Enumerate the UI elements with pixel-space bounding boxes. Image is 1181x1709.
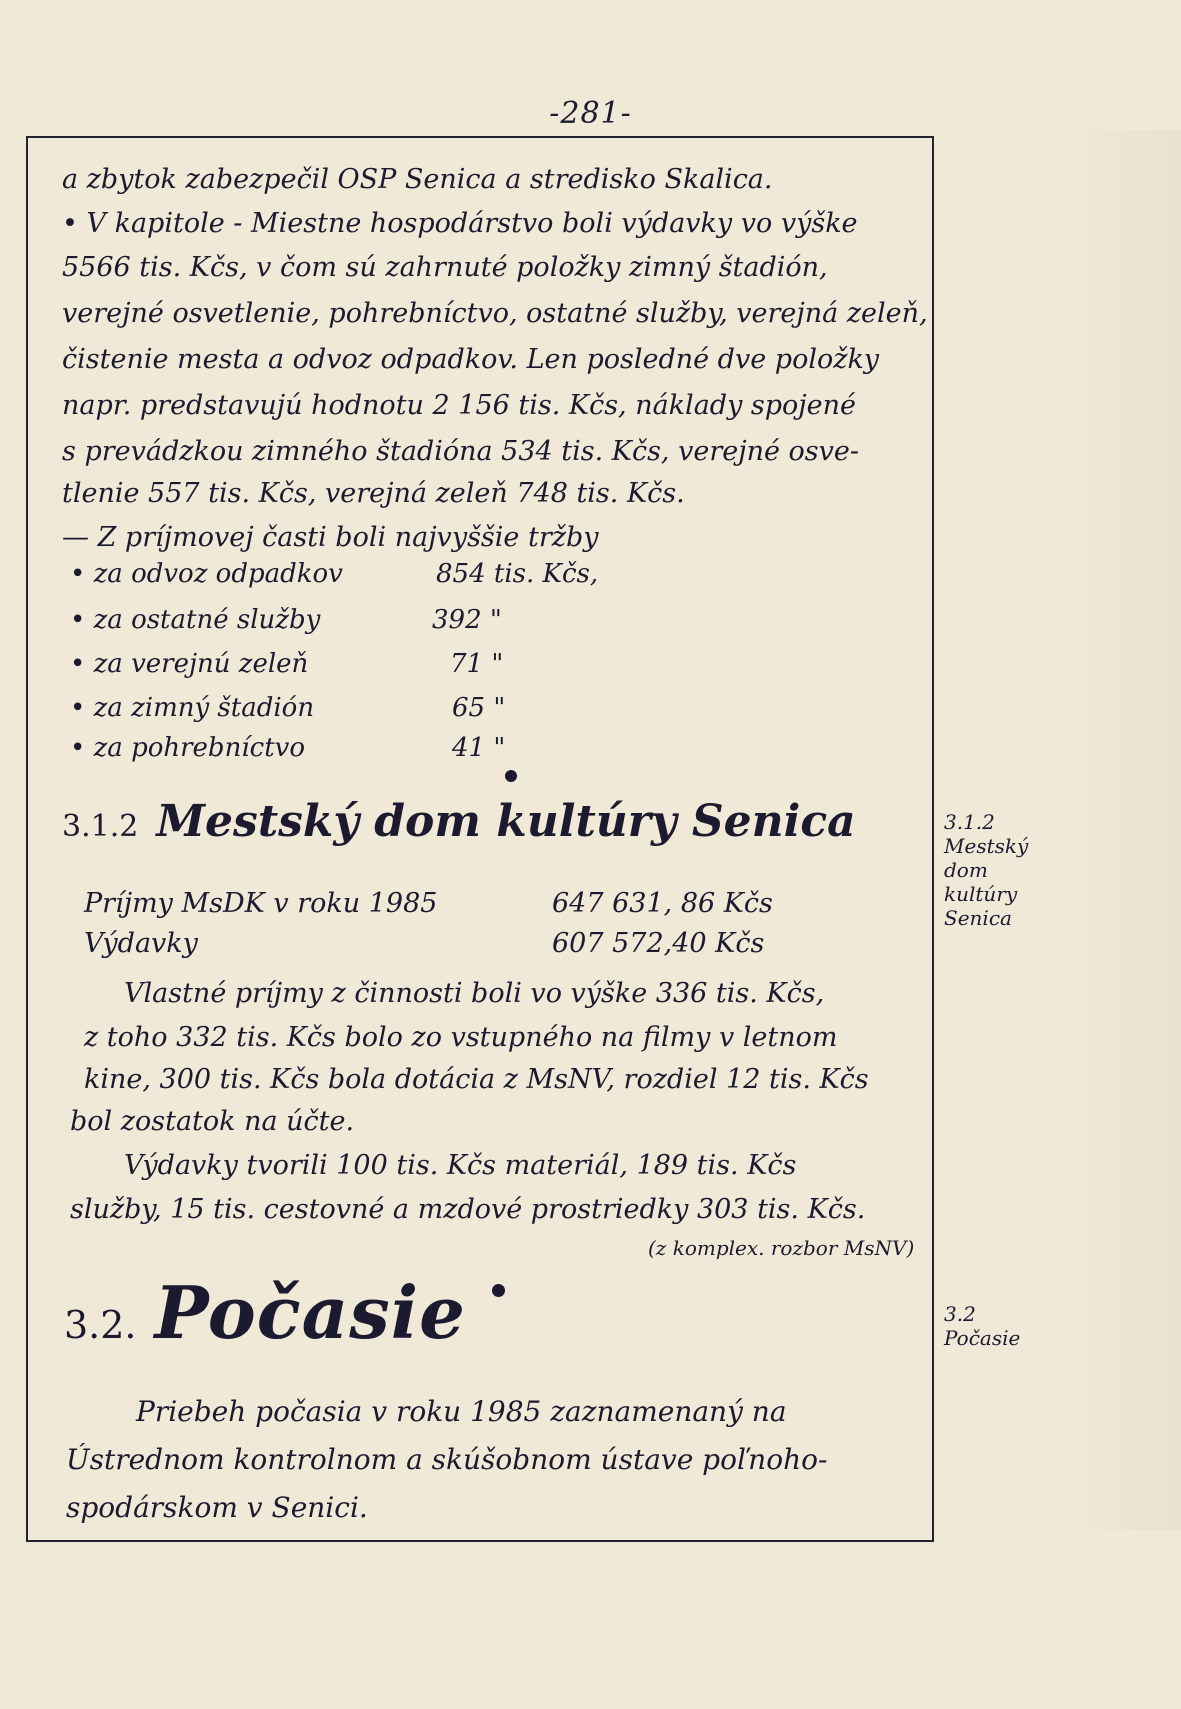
body-line: 5566 tis. Kčs, v čom sú zahrnuté položky zimný štadión, bbox=[62, 252, 828, 283]
section-number: 3.2. bbox=[64, 1303, 137, 1347]
income-label: Príjmy MsDK v roku 1985 bbox=[84, 888, 438, 919]
section-title: Mestský dom kultúry Senica bbox=[156, 796, 856, 847]
expense-value: 607 572,40 Kčs bbox=[552, 928, 765, 959]
body-line: bol zostatok na účte. bbox=[70, 1106, 355, 1137]
section-heading-32 bbox=[64, 1270, 466, 1355]
revenue-item-label: • za verejnú zeleň bbox=[70, 649, 309, 679]
margin-line: 3.1.2 bbox=[944, 810, 995, 834]
expense-label: Výdavky bbox=[84, 928, 198, 959]
ink-dot bbox=[492, 1284, 505, 1297]
section-heading-312 bbox=[62, 796, 856, 847]
income-value: 647 631, 86 Kčs bbox=[552, 888, 773, 919]
revenue-item-amount: 41 " bbox=[452, 733, 506, 763]
revenue-item-label: • za ostatné služby bbox=[70, 605, 321, 635]
revenue-item-label: • za zimný štadión bbox=[70, 693, 315, 723]
body-line: čistenie mesta a odvoz odpadkov. Len posledné dve položky bbox=[62, 344, 880, 375]
body-line: služby, 15 tis. cestovné a mzdové prostriedky 303 tis. Kčs. bbox=[70, 1194, 866, 1225]
revenue-item-amount: 71 " bbox=[450, 649, 504, 679]
margin-note-312 bbox=[944, 810, 1028, 930]
revenue-item-amount: 854 tis. Kčs, bbox=[436, 559, 599, 589]
ink-dot bbox=[505, 770, 517, 782]
body-line: a zbytok zabezpečil OSP Senica a stredisko Skalica. bbox=[62, 164, 773, 195]
body-line: Vlastné príjmy z činnosti boli vo výške 336 tis. Kčs, bbox=[124, 978, 825, 1009]
margin-line: kultúry bbox=[944, 882, 1018, 906]
source-note: (z komplex. rozbor MsNV) bbox=[648, 1236, 915, 1260]
body-line: s prevádzkou zimného štadióna 534 tis. Kčs, verejné osve- bbox=[62, 436, 860, 467]
page-number: -281- bbox=[549, 96, 632, 131]
margin-line: 3.2 bbox=[944, 1302, 976, 1326]
body-line: z toho 332 tis. Kčs bolo zo vstupného na filmy v letnom bbox=[84, 1022, 838, 1053]
section-number: 3.1.2 bbox=[62, 809, 139, 844]
revenue-item-label: • za odvoz odpadkov bbox=[70, 559, 343, 589]
revenue-item-amount: 65 " bbox=[452, 693, 506, 723]
body-line: tlenie 557 tis. Kčs, verejná zeleň 748 tis. Kčs. bbox=[62, 478, 685, 509]
bleed-through-shadow bbox=[1061, 130, 1181, 1530]
body-line: napr. predstavujú hodnotu 2 156 tis. Kčs, náklady spojené bbox=[62, 390, 857, 421]
body-line: kine, 300 tis. Kčs bola dotácia z MsNV, rozdiel 12 tis. Kčs bbox=[84, 1064, 869, 1095]
body-line: Výdavky tvorili 100 tis. Kčs materiál, 189 tis. Kčs bbox=[124, 1150, 797, 1181]
body-line: Priebeh počasia v roku 1985 zaznamenaný na bbox=[136, 1395, 787, 1428]
margin-note-32 bbox=[944, 1302, 1020, 1350]
body-line: • V kapitole - Miestne hospodárstvo boli výdavky vo výške bbox=[62, 208, 858, 239]
margin-line: dom bbox=[944, 858, 988, 882]
margin-line: Senica bbox=[944, 906, 1012, 930]
margin-line: Mestský bbox=[944, 834, 1029, 858]
body-line: verejné osvetlenie, pohrebníctvo, ostatné služby, verejná zeleň, bbox=[62, 298, 928, 329]
revenue-item-label: • za pohrebníctvo bbox=[70, 733, 305, 763]
margin-line: Počasie bbox=[944, 1326, 1021, 1350]
section-title: Počasie bbox=[154, 1270, 466, 1355]
body-line: spodárskom v Senici. bbox=[66, 1491, 368, 1524]
body-line: Ústrednom kontrolnom a skúšobnom ústave poľnoho- bbox=[66, 1443, 828, 1476]
revenue-item-amount: 392 " bbox=[432, 605, 502, 635]
body-line: — Z príjmovej časti boli najvyššie tržby bbox=[62, 522, 599, 553]
